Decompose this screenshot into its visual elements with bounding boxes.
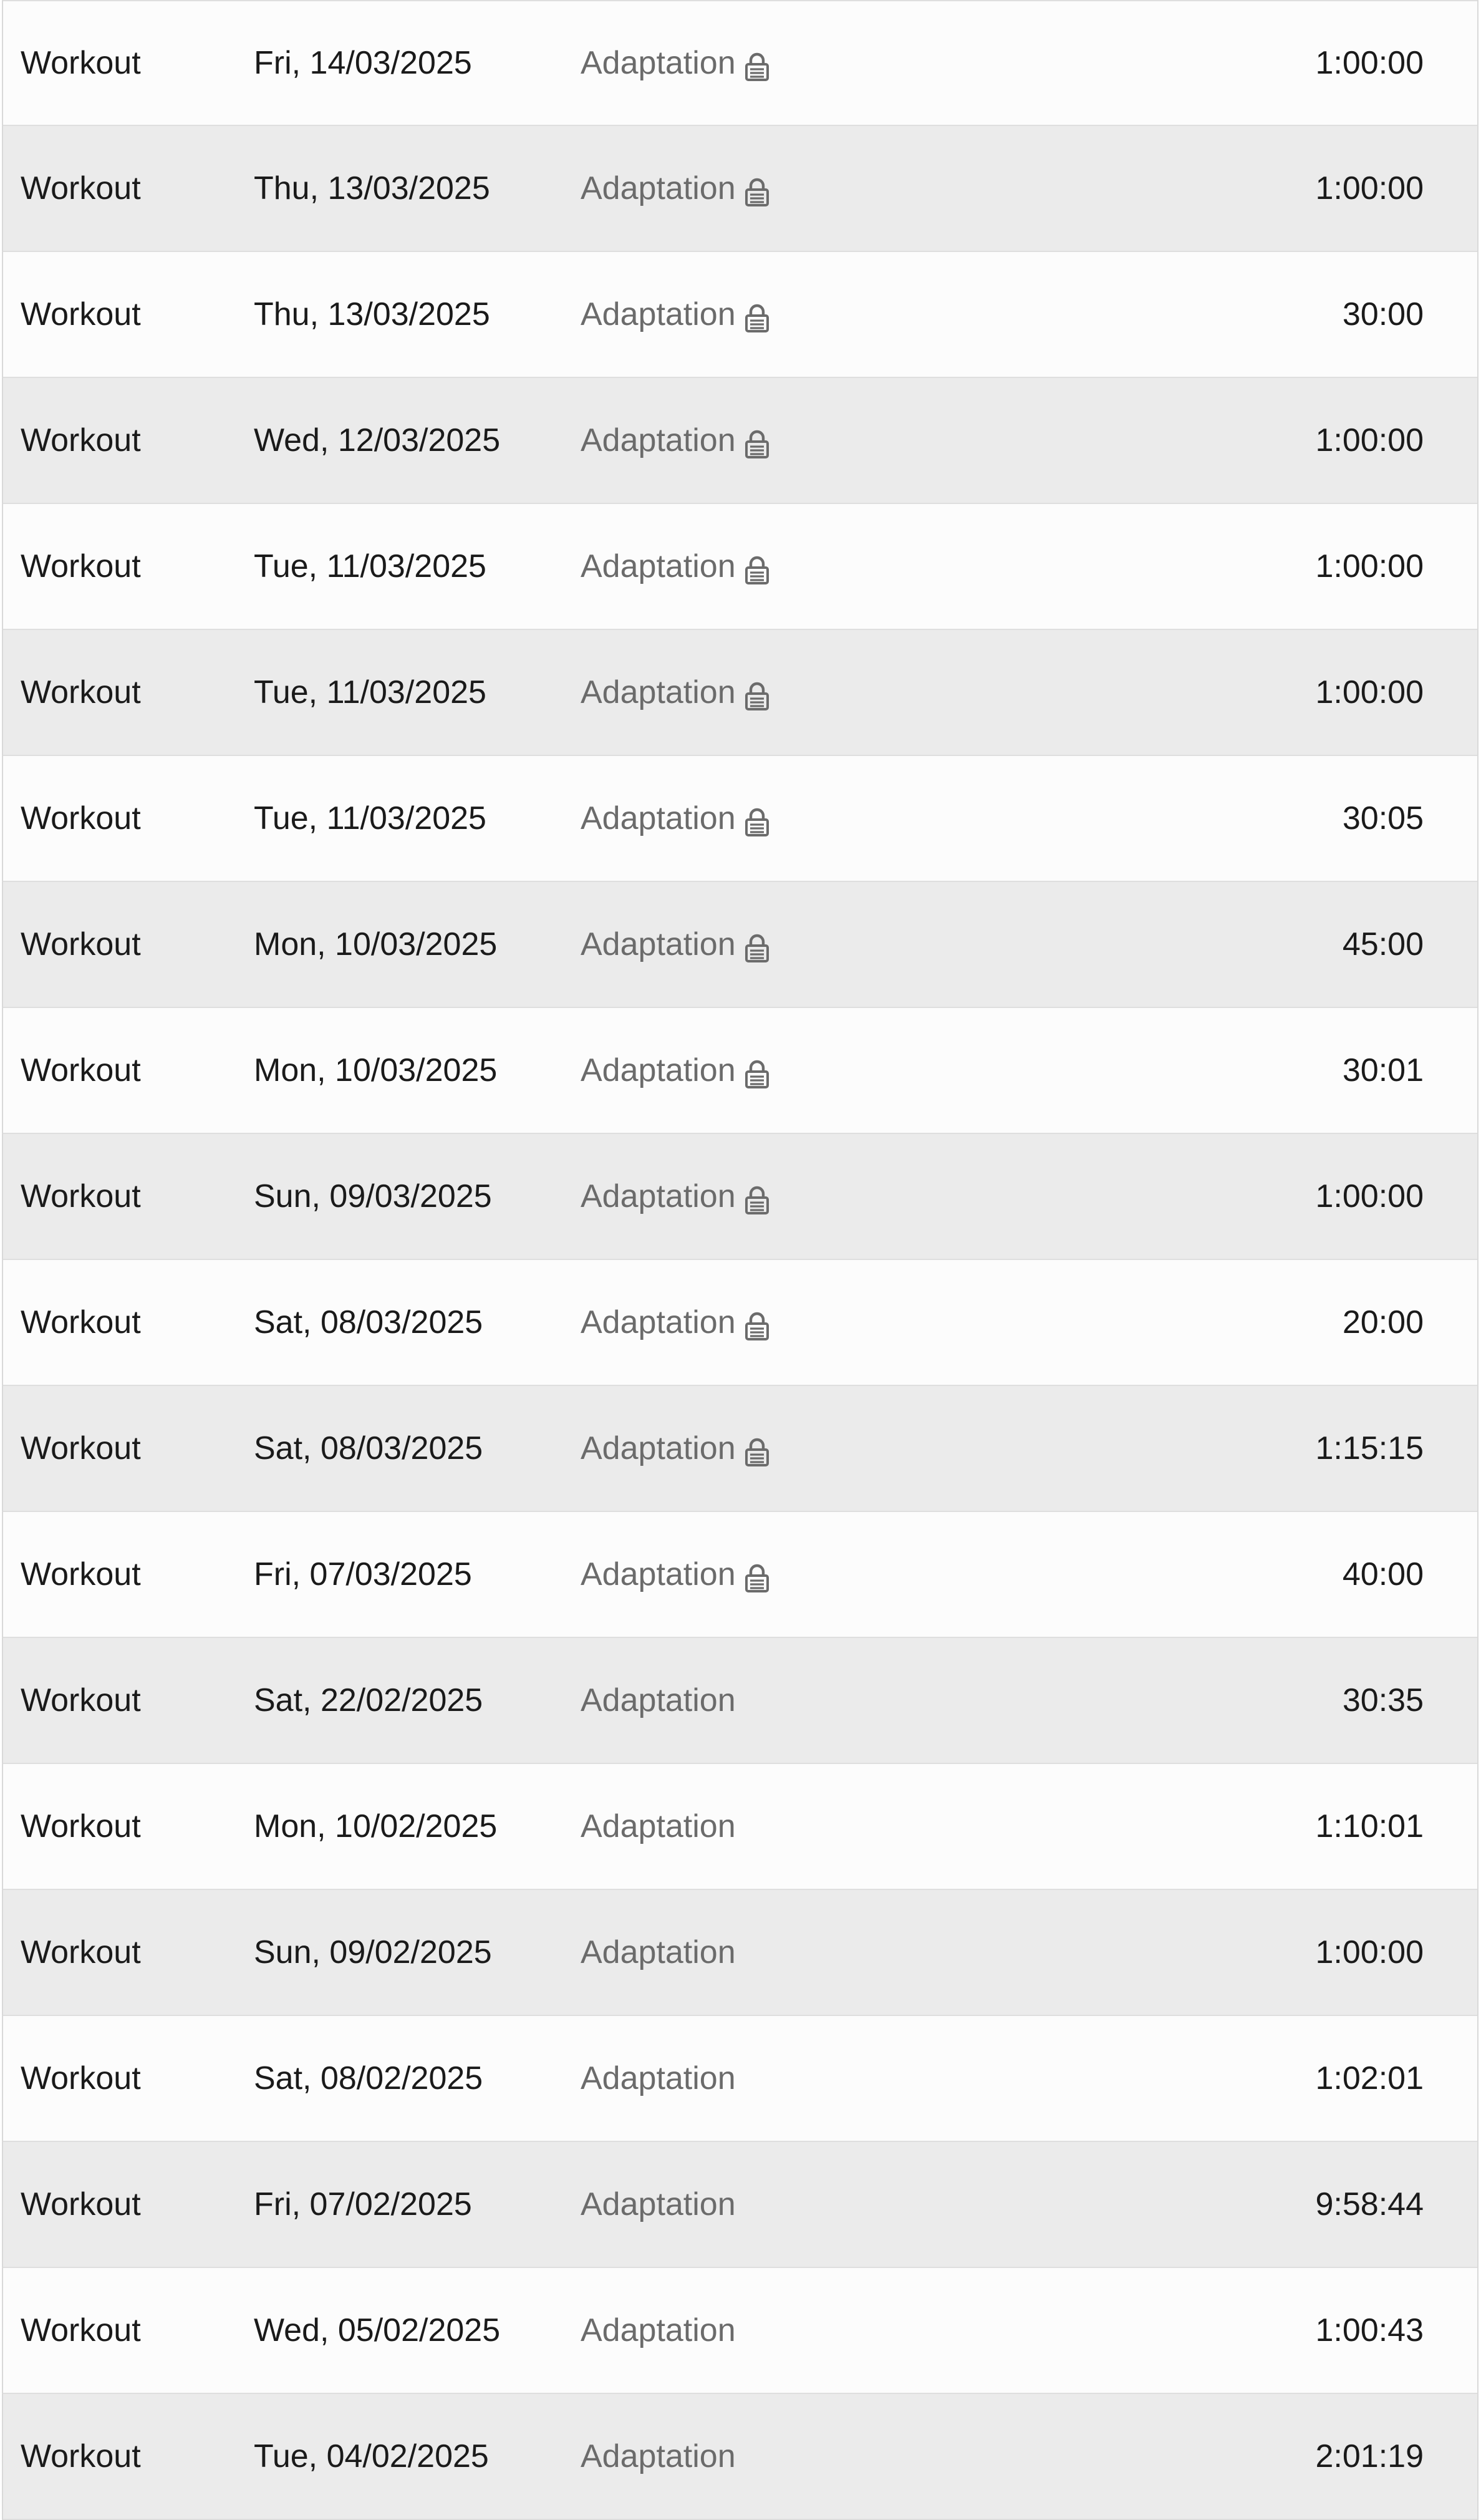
workout-date: Mon, 10/02/2025 xyxy=(254,1808,498,1844)
workout-row[interactable] xyxy=(3,378,1477,504)
workout-row[interactable] xyxy=(3,2016,1477,2142)
lock-icon xyxy=(745,1437,769,1467)
workout-date: Sun, 09/02/2025 xyxy=(254,1934,492,1970)
workout-duration: 1:00:00 xyxy=(1315,170,1424,206)
workout-row[interactable] xyxy=(3,1134,1477,1260)
workout-plan-label: Adaptation xyxy=(581,2438,736,2474)
lock-icon xyxy=(745,555,769,585)
workout-duration: 30:35 xyxy=(1342,1682,1424,1718)
workout-row[interactable] xyxy=(3,756,1477,882)
workout-duration: 1:00:00 xyxy=(1315,674,1424,710)
workout-duration: 1:00:00 xyxy=(1315,1934,1424,1970)
lock-icon xyxy=(745,681,769,711)
workout-plan-label: Adaptation xyxy=(581,170,736,206)
workout-date: Thu, 13/03/2025 xyxy=(254,170,490,206)
workout-duration: 1:15:15 xyxy=(1315,1430,1424,1466)
workout-date: Fri, 07/02/2025 xyxy=(254,2186,472,2222)
workout-plan xyxy=(581,2016,736,2141)
workout-plan-label: Adaptation xyxy=(581,2312,736,2348)
lock-icon xyxy=(745,429,769,459)
workout-row[interactable] xyxy=(3,2142,1477,2268)
workout-plan-label: Adaptation xyxy=(581,422,736,458)
workout-type: Workout xyxy=(21,548,141,584)
workout-type: Workout xyxy=(21,1430,141,1466)
workout-date: Fri, 07/03/2025 xyxy=(254,1556,472,1592)
workout-date: Mon, 10/03/2025 xyxy=(254,1052,498,1088)
workout-duration: 9:58:44 xyxy=(1315,2186,1424,2222)
workout-date: Tue, 11/03/2025 xyxy=(254,674,486,710)
workout-type: Workout xyxy=(21,674,141,710)
workout-date: Tue, 11/03/2025 xyxy=(254,800,486,836)
workout-plan xyxy=(581,1,769,125)
workout-date: Sun, 09/03/2025 xyxy=(254,1178,492,1214)
workout-plan xyxy=(581,2394,736,2519)
workout-plan-label: Adaptation xyxy=(581,1682,736,1718)
workout-duration: 1:00:00 xyxy=(1315,548,1424,584)
workout-plan-label: Adaptation xyxy=(581,548,736,584)
workout-row[interactable] xyxy=(3,882,1477,1008)
lock-icon xyxy=(745,807,769,837)
workout-plan-label: Adaptation xyxy=(581,45,736,81)
workout-plan-label: Adaptation xyxy=(581,674,736,710)
workout-type: Workout xyxy=(21,1556,141,1592)
lock-icon xyxy=(745,52,769,82)
workout-duration: 45:00 xyxy=(1342,926,1424,962)
workout-plan-label: Adaptation xyxy=(581,926,736,962)
workout-row[interactable] xyxy=(3,1764,1477,1890)
workout-duration: 20:00 xyxy=(1342,1304,1424,1340)
workout-plan xyxy=(581,504,769,629)
workout-plan-label: Adaptation xyxy=(581,1556,736,1592)
workout-date: Wed, 12/03/2025 xyxy=(254,422,501,458)
workout-type: Workout xyxy=(21,1304,141,1340)
workout-plan xyxy=(581,2142,736,2267)
workout-plan-label: Adaptation xyxy=(581,1178,736,1214)
workout-date: Tue, 04/02/2025 xyxy=(254,2438,489,2474)
workout-date: Sat, 08/02/2025 xyxy=(254,2060,483,2096)
lock-icon xyxy=(745,1563,769,1593)
workout-row[interactable] xyxy=(3,1008,1477,1134)
lock-icon xyxy=(745,1311,769,1341)
workout-plan xyxy=(581,1512,769,1637)
workout-type: Workout xyxy=(21,2186,141,2222)
lock-icon xyxy=(745,933,769,963)
workout-plan xyxy=(581,756,769,881)
workout-duration: 30:01 xyxy=(1342,1052,1424,1088)
workout-type: Workout xyxy=(21,926,141,962)
workout-row[interactable] xyxy=(3,252,1477,378)
workout-row[interactable] xyxy=(3,0,1477,126)
workout-row[interactable] xyxy=(3,630,1477,756)
workout-duration: 1:00:00 xyxy=(1315,1178,1424,1214)
workout-date: Fri, 14/03/2025 xyxy=(254,45,472,81)
workout-type: Workout xyxy=(21,2438,141,2474)
workout-date: Thu, 13/03/2025 xyxy=(254,296,490,332)
workout-plan-label: Adaptation xyxy=(581,1808,736,1844)
workout-plan-label: Adaptation xyxy=(581,1430,736,1466)
workout-plan-label: Adaptation xyxy=(581,1052,736,1088)
workout-plan xyxy=(581,1260,769,1385)
workout-plan xyxy=(581,1008,769,1133)
workout-type: Workout xyxy=(21,1808,141,1844)
workout-type: Workout xyxy=(21,1052,141,1088)
workout-plan xyxy=(581,1638,736,1763)
workout-plan-label: Adaptation xyxy=(581,1304,736,1340)
workout-duration: 1:00:00 xyxy=(1315,422,1424,458)
workout-plan-label: Adaptation xyxy=(581,2060,736,2096)
workout-type: Workout xyxy=(21,1682,141,1718)
workout-row[interactable] xyxy=(3,1386,1477,1512)
workout-type: Workout xyxy=(21,422,141,458)
workout-duration: 30:00 xyxy=(1342,296,1424,332)
workout-duration: 1:02:01 xyxy=(1315,2060,1424,2096)
lock-icon xyxy=(745,1059,769,1089)
workout-plan xyxy=(581,126,769,251)
workout-plan xyxy=(581,630,769,755)
workout-type: Workout xyxy=(21,800,141,836)
workout-type: Workout xyxy=(21,170,141,206)
workout-plan xyxy=(581,882,769,1007)
workout-duration: 1:00:43 xyxy=(1315,2312,1424,2348)
workout-duration: 40:00 xyxy=(1342,1556,1424,1592)
workout-plan-label: Adaptation xyxy=(581,1934,736,1970)
workout-type: Workout xyxy=(21,2060,141,2096)
workout-row[interactable] xyxy=(3,1638,1477,1764)
workout-date: Wed, 05/02/2025 xyxy=(254,2312,501,2348)
workout-type: Workout xyxy=(21,45,141,81)
workout-row[interactable] xyxy=(3,126,1477,252)
workout-row[interactable] xyxy=(3,1890,1477,2016)
workout-plan xyxy=(581,1386,769,1511)
workout-row[interactable] xyxy=(3,504,1477,630)
lock-icon xyxy=(745,177,769,207)
workout-duration: 2:01:19 xyxy=(1315,2438,1424,2474)
workout-type: Workout xyxy=(21,1178,141,1214)
workout-duration: 30:05 xyxy=(1342,800,1424,836)
workout-row[interactable] xyxy=(3,2268,1477,2394)
workout-plan-label: Adaptation xyxy=(581,296,736,332)
workout-duration: 1:10:01 xyxy=(1315,1808,1424,1844)
workout-row[interactable] xyxy=(3,2394,1477,2520)
workout-date: Tue, 11/03/2025 xyxy=(254,548,486,584)
workout-date: Sat, 22/02/2025 xyxy=(254,1682,483,1718)
workout-plan xyxy=(581,2268,736,2393)
workout-list xyxy=(2,0,1479,2520)
workout-plan xyxy=(581,1134,769,1259)
workout-plan xyxy=(581,1890,736,2015)
workout-plan xyxy=(581,252,769,377)
workout-plan xyxy=(581,378,769,503)
workout-date: Sat, 08/03/2025 xyxy=(254,1430,483,1466)
workout-type: Workout xyxy=(21,2312,141,2348)
lock-icon xyxy=(745,1185,769,1215)
workout-date: Sat, 08/03/2025 xyxy=(254,1304,483,1340)
workout-row[interactable] xyxy=(3,1260,1477,1386)
lock-icon xyxy=(745,303,769,333)
workout-plan xyxy=(581,1764,736,1889)
workout-plan-label: Adaptation xyxy=(581,800,736,836)
workout-type: Workout xyxy=(21,296,141,332)
workout-date: Mon, 10/03/2025 xyxy=(254,926,498,962)
workout-type: Workout xyxy=(21,1934,141,1970)
workout-row[interactable] xyxy=(3,1512,1477,1638)
workout-plan-label: Adaptation xyxy=(581,2186,736,2222)
workout-duration: 1:00:00 xyxy=(1315,45,1424,81)
